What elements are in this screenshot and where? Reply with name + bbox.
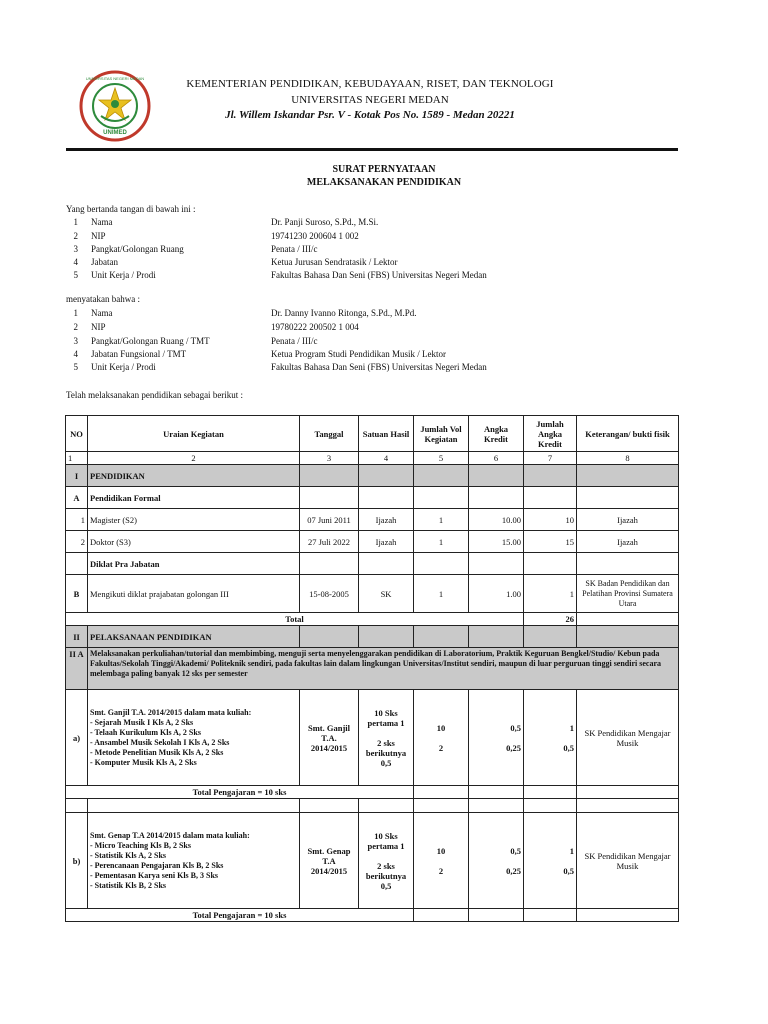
- table-row: [66, 531, 679, 553]
- signer-no: 3: [73, 244, 78, 254]
- row-credit: 1.00: [469, 575, 524, 613]
- subject-value: 19780222 200502 1 004: [271, 322, 359, 332]
- course-list: [88, 690, 300, 786]
- total-credit-line: 1: [569, 722, 574, 733]
- header-cell: Satuan Hasil: [359, 416, 414, 452]
- total-credit-line: 0,5: [563, 865, 574, 876]
- logo-ring-text: UNIVERSITAS NEGERI MEDAN: [85, 76, 145, 81]
- table-header-row: [66, 416, 679, 452]
- row-evidence: SK Pendidikan Mengajar Musik: [577, 690, 679, 786]
- table-row: [66, 813, 679, 909]
- subject-label: Jabatan Fungsional / TMT: [91, 349, 187, 359]
- subtotal-label: Total Pengajaran = 10 sks: [66, 909, 414, 922]
- signer-label: Pangkat/Golongan Ruang: [91, 244, 184, 254]
- activity-intro: Telah melaksanakan pendidikan sebagai berikut :: [66, 390, 244, 400]
- credit-line: 0,5: [510, 722, 521, 733]
- header-cell: Keterangan/ bukti fisik: [577, 416, 679, 452]
- row-credit: [469, 813, 524, 909]
- total-credit-line: 0,5: [563, 742, 574, 753]
- signer-no: 2: [73, 231, 78, 241]
- subject-no: 2: [73, 322, 78, 332]
- row-total-credit: 15: [524, 531, 577, 553]
- row-number: B: [66, 575, 88, 613]
- credit-line: 0,25: [506, 742, 521, 753]
- signer-label: Jabatan: [91, 257, 118, 267]
- unit-line: pertama 1: [367, 840, 405, 851]
- subject-value: Penata / III/c: [271, 336, 318, 346]
- document-subtitle: MELAKSANAKAN PENDIDIKAN: [306, 177, 462, 188]
- signer-no: 5: [73, 270, 78, 280]
- column-number-row: [66, 452, 679, 465]
- total-label: Total: [66, 613, 524, 626]
- unit-line: 0,5: [380, 880, 392, 891]
- row-total-credit: [524, 813, 577, 909]
- row-number: 1: [66, 509, 88, 531]
- signer-value: Ketua Jurusan Sendratasik / Lektor: [271, 257, 398, 267]
- row-volume: [414, 690, 469, 786]
- row-number: 2: [66, 531, 88, 553]
- row-date: 27 Juli 2022: [300, 531, 359, 553]
- signer-label: Unit Kerja / Prodi: [91, 270, 156, 280]
- column-number: 8: [577, 452, 679, 465]
- section-row: [66, 648, 679, 690]
- subject-no: 5: [73, 362, 78, 372]
- column-number: 2: [88, 452, 300, 465]
- course-item: - Sejarah Musik I Kls A, 2 Sks: [90, 717, 194, 727]
- subsection-row: [66, 487, 679, 509]
- volume-line: 10: [436, 845, 446, 856]
- column-number: 5: [414, 452, 469, 465]
- subject-label: Unit Kerja / Prodi: [91, 362, 156, 372]
- university-address: Jl. Willem Iskandar Psr. V - Kotak Pos No. 1589 - Medan 20221: [225, 109, 515, 121]
- row-volume: 1: [414, 575, 469, 613]
- subject-value: Dr. Danny Ivanno Ritonga, S.Pd., M.Pd.: [271, 308, 417, 318]
- credit-line: 0,5: [510, 845, 521, 856]
- row-date: [300, 813, 359, 909]
- row-volume: 1: [414, 531, 469, 553]
- row-number: b): [66, 813, 88, 909]
- unit-line: 0,5: [380, 757, 392, 768]
- header-cell: Tanggal: [300, 416, 359, 452]
- column-number: 4: [359, 452, 414, 465]
- row-credit: 10.00: [469, 509, 524, 531]
- header-cell: NO: [66, 416, 88, 452]
- column-number: 7: [524, 452, 577, 465]
- row-unit: Ijazah: [359, 509, 414, 531]
- volume-line: 2: [438, 865, 444, 876]
- row-volume: 1: [414, 509, 469, 531]
- volume-line: 2: [438, 742, 444, 753]
- logo-text: UNIMED: [103, 130, 127, 136]
- unit-line: 2 sks: [377, 860, 395, 871]
- university-name: UNIVERSITAS NEGERI MEDAN: [291, 94, 449, 106]
- row-total-credit: 1: [524, 575, 577, 613]
- section-row: [66, 465, 679, 487]
- unit-line: pertama 1: [367, 717, 405, 728]
- course-item: - Ansambel Musik Sekolah I Kls A, 2 Sks: [90, 737, 230, 747]
- signer-value: Penata / III/c: [271, 244, 318, 254]
- column-number: 6: [469, 452, 524, 465]
- course-item: - Statistik Kls A, 2 Sks: [90, 850, 167, 860]
- signer-label: Nama: [91, 217, 113, 227]
- signer-label: NIP: [91, 231, 106, 241]
- section-row: [66, 626, 679, 648]
- date-line: T.A.: [321, 732, 337, 743]
- section-number: II A: [66, 648, 88, 690]
- header-cell: Jumlah Angka Kredit: [524, 416, 577, 452]
- row-unit: SK: [359, 575, 414, 613]
- course-list-title: Smt. Genap T.A 2014/2015 dalam mata kuliah:: [90, 830, 250, 840]
- row-description: Doktor (S3): [88, 531, 300, 553]
- table-row: [66, 575, 679, 613]
- activity-table: [65, 415, 679, 922]
- table-row: [66, 690, 679, 786]
- row-date: 15-08-2005: [300, 575, 359, 613]
- date-line: 2014/2015: [310, 865, 348, 876]
- course-item: - Perencanaan Pengajaran Kls B, 2 Sks: [90, 860, 224, 870]
- subject-intro: menyatakan bahwa :: [66, 294, 140, 304]
- row-volume: [414, 813, 469, 909]
- course-item: - Metode Penelitian Musik Kls A, 2 Sks: [90, 747, 224, 757]
- course-item: - Pementasan Karya seni Kls B, 3 Sks: [90, 870, 219, 880]
- subject-value: Ketua Program Studi Pendidikan Musik / Lektor: [271, 349, 446, 359]
- row-unit: [359, 813, 414, 909]
- subject-no: 3: [73, 336, 78, 346]
- university-logo: [79, 70, 151, 142]
- document-title: SURAT PERNYATAAN: [332, 164, 436, 175]
- signer-value: Fakultas Bahasa Dan Seni (FBS) Universitas Negeri Medan: [271, 270, 487, 280]
- row-total-credit: 10: [524, 509, 577, 531]
- unit-line: 10 Sks: [374, 830, 398, 841]
- subject-label: Pangkat/Golongan Ruang / TMT: [91, 336, 210, 346]
- total-row: [66, 613, 679, 626]
- section-title: PENDIDIKAN: [88, 465, 300, 487]
- unit-line: 2 sks: [377, 737, 395, 748]
- row-description: Magister (S2): [88, 509, 300, 531]
- volume-line: 10: [436, 722, 446, 733]
- subsection-title: Pendidikan Formal: [88, 487, 300, 509]
- date-line: Smt. Ganjil: [307, 722, 351, 733]
- signer-value: 19741230 200604 1 002: [271, 231, 359, 241]
- unit-line: 10 Sks: [374, 707, 398, 718]
- subtotal-label: Total Pengajaran = 10 sks: [66, 786, 414, 799]
- table-row: [66, 509, 679, 531]
- course-item: - Komputer Musik Kls A, 2 Sks: [90, 757, 197, 767]
- row-evidence: Ijazah: [577, 531, 679, 553]
- signer-intro: Yang bertanda tangan di bawah ini :: [66, 204, 196, 214]
- subtotal-row: [66, 786, 679, 799]
- course-item: - Telaah Kurikulum Kls A, 2 Sks: [90, 727, 201, 737]
- unit-line: berikutnya: [365, 747, 407, 758]
- header-cell: Uraian Kegiatan: [88, 416, 300, 452]
- row-evidence: Ijazah: [577, 509, 679, 531]
- subject-label: Nama: [91, 308, 113, 318]
- total-credit-line: 1: [569, 845, 574, 856]
- row-date: 07 Juni 2011: [300, 509, 359, 531]
- course-list: [88, 813, 300, 909]
- row-unit: Ijazah: [359, 531, 414, 553]
- ministry-name: KEMENTERIAN PENDIDIKAN, KEBUDAYAAN, RISET, DAN TEKNOLOGI: [186, 78, 554, 90]
- header-divider: [66, 148, 678, 151]
- unit-line: berikutnya: [365, 870, 407, 881]
- header-cell: Angka Kredit: [469, 416, 524, 452]
- subject-no: 4: [73, 349, 78, 359]
- row-evidence: SK Pendidikan Mengajar Musik: [577, 813, 679, 909]
- row-number: a): [66, 690, 88, 786]
- subsection-row: [66, 553, 679, 575]
- section-description: Melaksanakan perkuliahan/tutorial dan membimbing, menguji serta menyelenggarakan pendidikan di Laboratorium, Praktik Keguruan Bengkel/Studio/ Kebun pada Fakultas/Sekolah Tinggi/Akademi/ Politeknik sendiri, pada fakultas lain dalam lingkungan Universitas/Institut sendiri, maupun di luar perguruan tinggi sendiri secara melembaga paling banyak 12 sks per semester: [88, 648, 679, 690]
- credit-line: 0,25: [506, 865, 521, 876]
- column-number: 1: [66, 452, 88, 465]
- subsection-title: Diklat Pra Jabatan: [88, 553, 300, 575]
- subject-no: 1: [73, 308, 78, 318]
- row-credit: [469, 690, 524, 786]
- course-item: - Micro Teaching Kls B, 2 Sks: [90, 840, 191, 850]
- total-value: 26: [524, 613, 577, 626]
- course-list-title: Smt. Ganjil T.A. 2014/2015 dalam mata kuliah:: [90, 707, 252, 717]
- spacer-row: [66, 799, 679, 813]
- date-line: T.A: [322, 855, 336, 866]
- row-unit: [359, 690, 414, 786]
- row-date: [300, 690, 359, 786]
- section-number: I: [66, 465, 88, 487]
- date-line: 2014/2015: [310, 742, 348, 753]
- header-cell: Jumlah Vol Kegiatan: [414, 416, 469, 452]
- course-item: - Statistik Kls B, 2 Sks: [90, 880, 167, 890]
- row-total-credit: [524, 690, 577, 786]
- section-title: PELAKSANAAN PENDIDIKAN: [88, 626, 300, 648]
- section-number: II: [66, 626, 88, 648]
- row-description: Mengikuti diklat prajabatan golongan III: [88, 575, 300, 613]
- signer-value: Dr. Panji Suroso, S.Pd., M.Si.: [271, 217, 379, 227]
- subtotal-row: [66, 909, 679, 922]
- date-line: Smt. Genap: [307, 845, 351, 856]
- subsection-letter: A: [66, 487, 88, 509]
- signer-no: 1: [73, 217, 78, 227]
- signer-no: 4: [73, 257, 78, 267]
- subject-label: NIP: [91, 322, 106, 332]
- row-credit: 15.00: [469, 531, 524, 553]
- subject-value: Fakultas Bahasa Dan Seni (FBS) Universitas Negeri Medan: [271, 362, 487, 372]
- row-evidence: SK Badan Pendidikan dan Pelatihan Provinsi Sumatera Utara: [577, 575, 679, 613]
- column-number: 3: [300, 452, 359, 465]
